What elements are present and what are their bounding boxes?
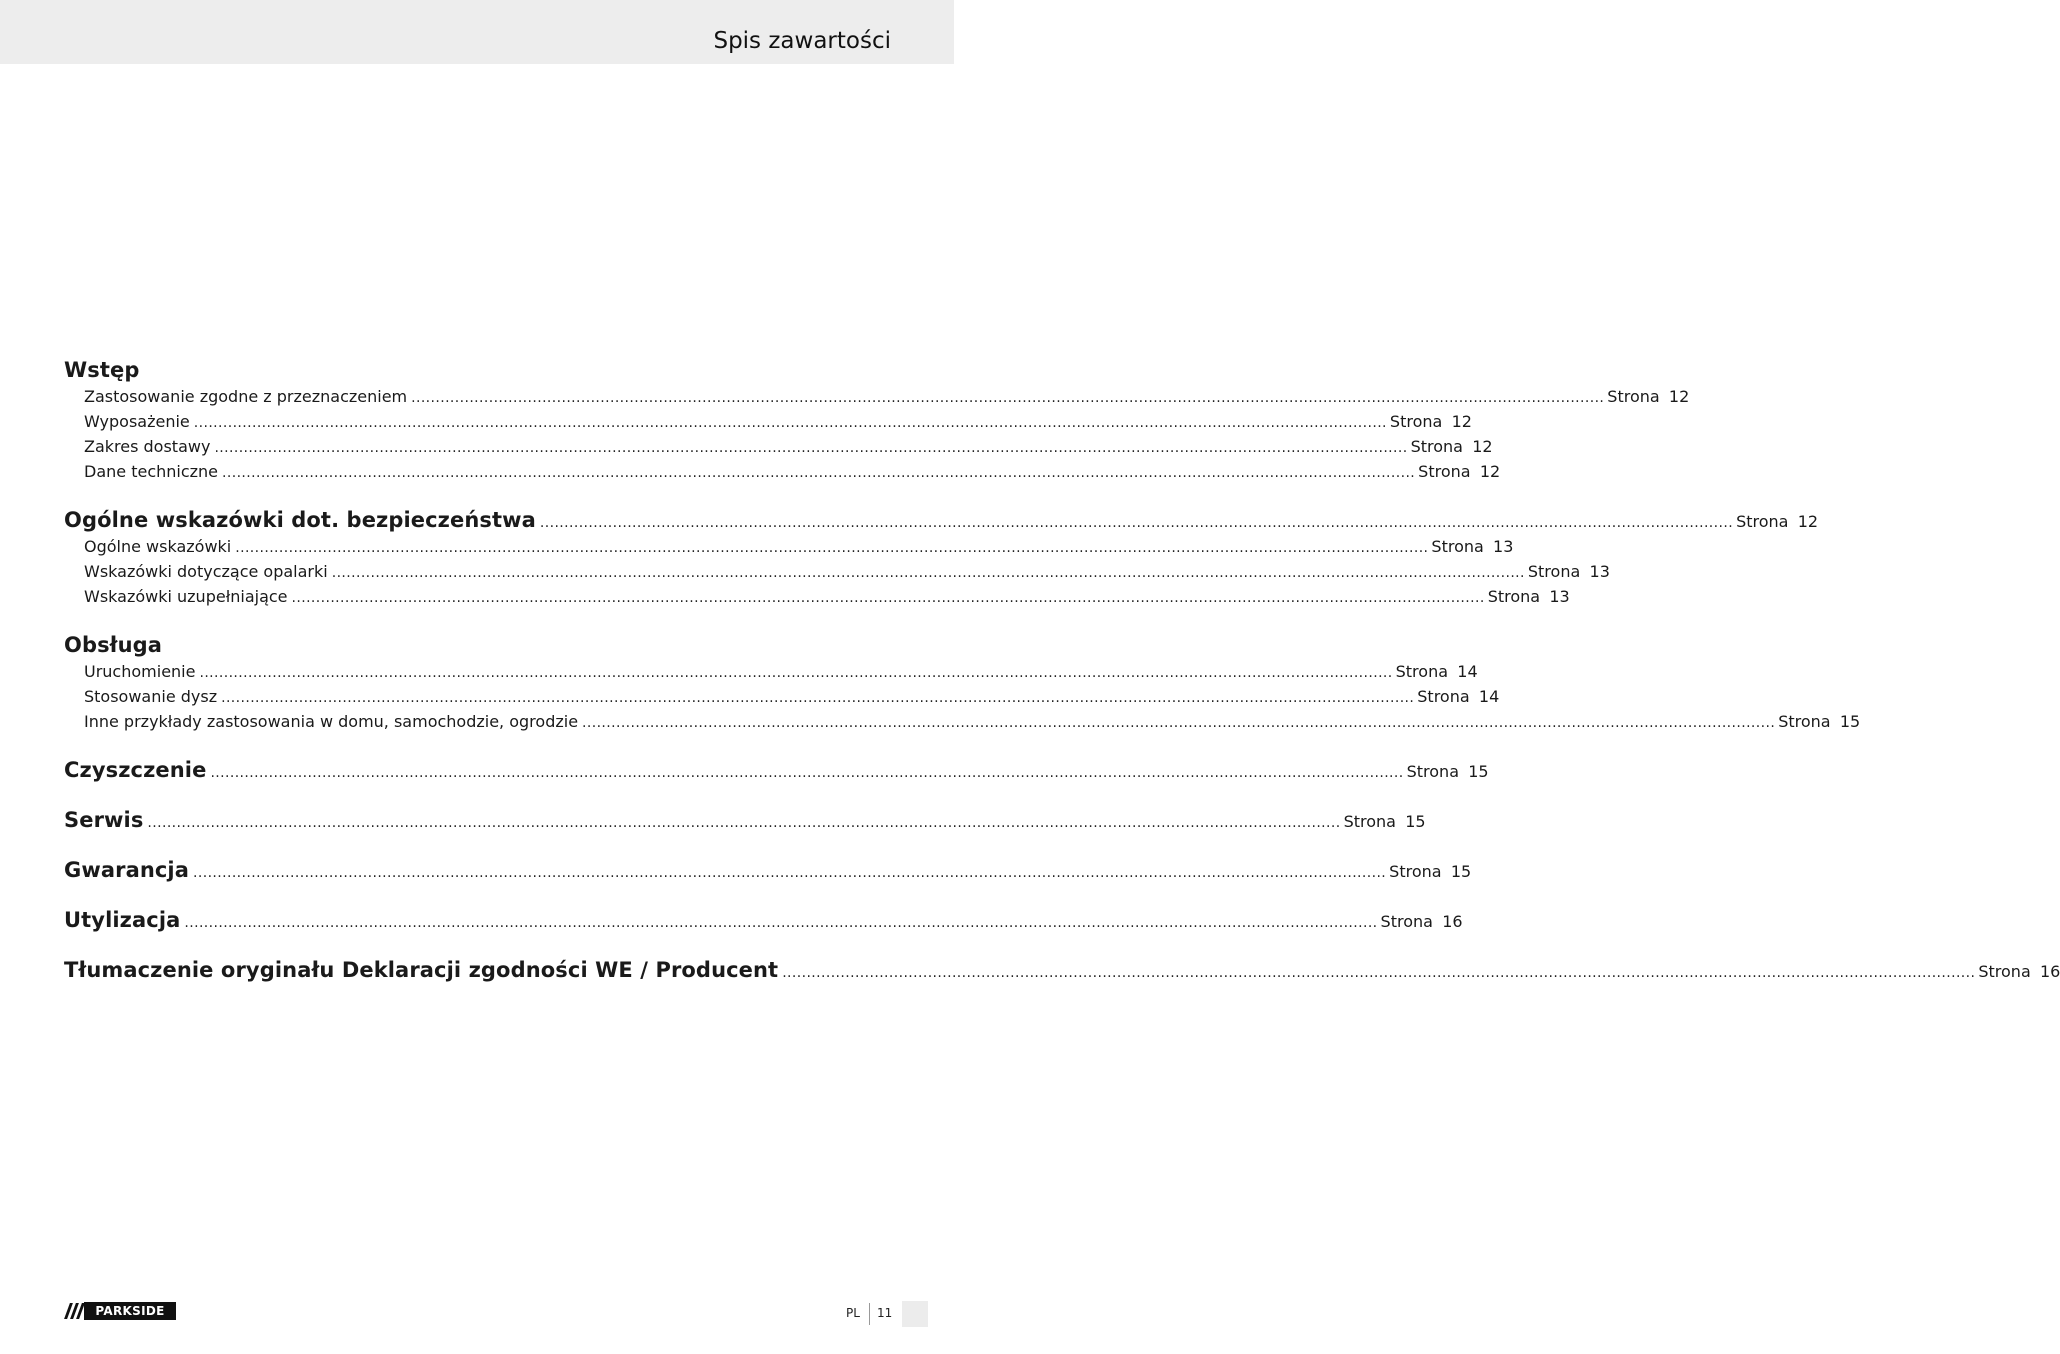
page-label: Strona (1389, 862, 1442, 881)
section-title: Wstęp (64, 358, 140, 382)
dot-leader: ...................................................................................................................................................................................................................................................... (210, 765, 1404, 781)
toc-section-heading[interactable] (64, 756, 1489, 784)
page-ref: 15 (1450, 862, 1472, 881)
header-bar (0, 0, 954, 64)
dot-leader: ...................................................................................................................................................................................................................................................... (184, 915, 1378, 931)
entry-title: Wskazówki dotyczące opalarki (84, 562, 328, 581)
page-label: Strona (1418, 462, 1471, 481)
page-label: Strona (1410, 437, 1463, 456)
page-label: Strona (1417, 687, 1470, 706)
dot-leader: ...................................................................................................................................................................................................................................................... (214, 440, 1408, 456)
section-title: Gwarancja (64, 858, 190, 882)
page-label: Strona (1406, 762, 1459, 781)
page-title: Spis zawartości (713, 28, 891, 54)
entry-title: Zakres dostawy (84, 437, 211, 456)
section-title: Ogólne wskazówki dot. bezpieczeństwa (64, 508, 536, 532)
toc-entry[interactable] (64, 459, 1501, 484)
page-ref: 15 (1839, 712, 1861, 731)
toc-section (64, 506, 1819, 609)
logo-stripes-icon (64, 1302, 84, 1320)
toc-section-heading[interactable] (64, 506, 1819, 534)
dot-leader: ...................................................................................................................................................................................................................................................... (235, 540, 1429, 556)
toc-section (64, 806, 1426, 834)
page-label: Strona (1778, 712, 1831, 731)
page-label: Strona (1380, 912, 1433, 931)
toc-section-heading[interactable] (64, 356, 889, 384)
language-code: PL (846, 1306, 860, 1320)
table-of-contents (64, 356, 2060, 1006)
page-ref: 15 (1468, 762, 1489, 781)
section-title: Utylizacja (64, 908, 181, 932)
toc-section-heading[interactable] (64, 806, 1426, 834)
entry-title: Ogólne wskazówki (84, 537, 232, 556)
toc-entry[interactable] (64, 409, 1472, 434)
page-label: Strona (1343, 812, 1396, 831)
page-ref: 14 (1457, 662, 1478, 681)
toc-section (64, 956, 2060, 984)
page-ref: 15 (1405, 812, 1426, 831)
page-ref: 13 (1493, 537, 1514, 556)
parkside-logo (64, 1302, 176, 1320)
dot-leader: ...................................................................................................................................................................................................................................................... (222, 465, 1416, 481)
entry-title: Stosowanie dysz (84, 687, 218, 706)
dot-leader: ...................................................................................................................................................................................................................................................... (411, 390, 1605, 406)
page-ref: 16 (2040, 962, 2060, 981)
toc-section-heading[interactable] (64, 631, 889, 659)
page-ref: 12 (1797, 512, 1819, 531)
entry-title: Dane techniczne (84, 462, 219, 481)
toc-entry[interactable] (64, 659, 1478, 684)
dot-leader: ...................................................................................................................................................................................................................................................... (193, 415, 1387, 431)
section-title: Czyszczenie (64, 758, 207, 782)
dot-leader: ...................................................................................................................................................................................................................................................... (539, 515, 1734, 531)
page-label: Strona (1607, 387, 1660, 406)
entry-title: Wskazówki uzupełniające (84, 587, 288, 606)
toc-section-heading[interactable] (64, 906, 1463, 934)
dot-leader: ...................................................................................................................................................................................................................................................... (147, 815, 1341, 831)
page-ref: 12 (1479, 462, 1501, 481)
dot-leader: ...................................................................................................................................................................................................................................................... (221, 690, 1415, 706)
section-title: Obsługa (64, 633, 163, 657)
toc-section (64, 356, 1690, 484)
page-label: Strona (1431, 537, 1484, 556)
brand-name: PARKSIDE (84, 1302, 176, 1320)
toc-entry[interactable] (64, 684, 1500, 709)
page-number: 11 (877, 1306, 893, 1320)
toc-entry[interactable] (64, 559, 1610, 584)
dot-leader: ...................................................................................................................................................................................................................................................... (199, 665, 1393, 681)
toc-section-heading[interactable] (64, 956, 2060, 984)
page-label: Strona (1978, 962, 2031, 981)
dot-leader: ...................................................................................................................................................................................................................................................... (291, 590, 1485, 606)
toc-entry[interactable] (64, 584, 1570, 609)
toc-section-heading[interactable] (64, 856, 1472, 884)
page-ref: 13 (1549, 587, 1570, 606)
page-ref: 16 (1442, 912, 1463, 931)
page-label: Strona (1395, 662, 1449, 681)
page-ref: 14 (1478, 687, 1500, 706)
toc-section (64, 906, 1463, 934)
section-title: Tłumaczenie oryginału Deklaracji zgodności WE / Producent (64, 958, 779, 982)
section-title: Serwis (64, 808, 144, 832)
page-label: Strona (1736, 512, 1789, 531)
page-label: Strona (1389, 412, 1443, 431)
page-ref: 12 (1668, 387, 1690, 406)
footer-divider (869, 1303, 870, 1325)
page-ref: 13 (1589, 562, 1610, 581)
page-ref: 12 (1472, 437, 1493, 456)
dot-leader: ...................................................................................................................................................................................................................................................... (782, 965, 1976, 981)
toc-entry[interactable] (64, 709, 1861, 734)
entry-title: Inne przykłady zastosowania w domu, samochodzie, ogrodzie (84, 712, 579, 731)
entry-title: Zastosowanie zgodne z przeznaczeniem (84, 387, 408, 406)
entry-title: Wyposażenie (84, 412, 190, 431)
dot-leader: ...................................................................................................................................................................................................................................................... (582, 715, 1776, 731)
page-tab-box (902, 1301, 928, 1327)
dot-leader: ...................................................................................................................................................................................................................................................... (331, 565, 1525, 581)
page-label: Strona (1527, 562, 1581, 581)
toc-section (64, 631, 1861, 734)
toc-section (64, 756, 1489, 784)
page-label: Strona (1487, 587, 1541, 606)
toc-entry[interactable] (64, 534, 1514, 559)
toc-entry[interactable] (64, 434, 1493, 459)
dot-leader: ...................................................................................................................................................................................................................................................... (193, 865, 1387, 881)
entry-title: Uruchomienie (84, 662, 196, 681)
page-ref: 12 (1451, 412, 1472, 431)
toc-entry[interactable] (64, 384, 1690, 409)
toc-section (64, 856, 1472, 884)
